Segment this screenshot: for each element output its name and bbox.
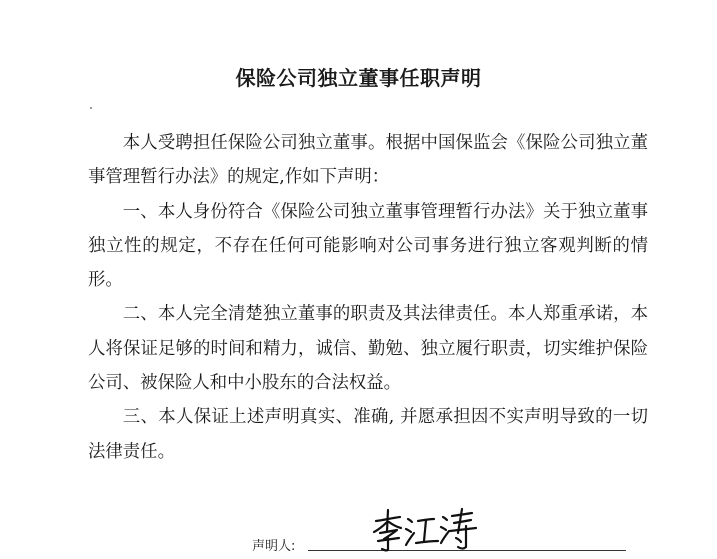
paragraph-clause-1: 一、本人身份符合《保险公司独立董事管理暂行办法》关于独立董事独立性的规定，不存在任何可能影响对公司事务进行独立客观判断的情形。: [88, 201, 648, 291]
signer-label: 声明人:: [252, 539, 296, 554]
scan-speck: [90, 107, 92, 109]
declaration-body: [88, 126, 648, 469]
paragraph-clause-2: 二、本人完全清楚独立董事的职责及其法律责任。本人郑重承诺，本人将保证足够的时间和精力，诚信、勤勉、独立履行职责，切实维护保险公司、被保险人和中小股东的合法权益。: [88, 304, 648, 394]
paragraph-intro: 本人受聘担任保险公司独立董事。根据中国保监会《保险公司独立董事管理暂行办法》的规定,作如下声明：: [88, 133, 648, 188]
document-title: 保险公司独立董事任职声明: [235, 66, 482, 90]
signature-block: [252, 505, 652, 555]
handwritten-signature: [370, 505, 480, 553]
paragraph-clause-3: 三、本人保证上述声明真实、准确, 并愿承担因不实声明导致的一切法律责任。: [88, 407, 648, 462]
